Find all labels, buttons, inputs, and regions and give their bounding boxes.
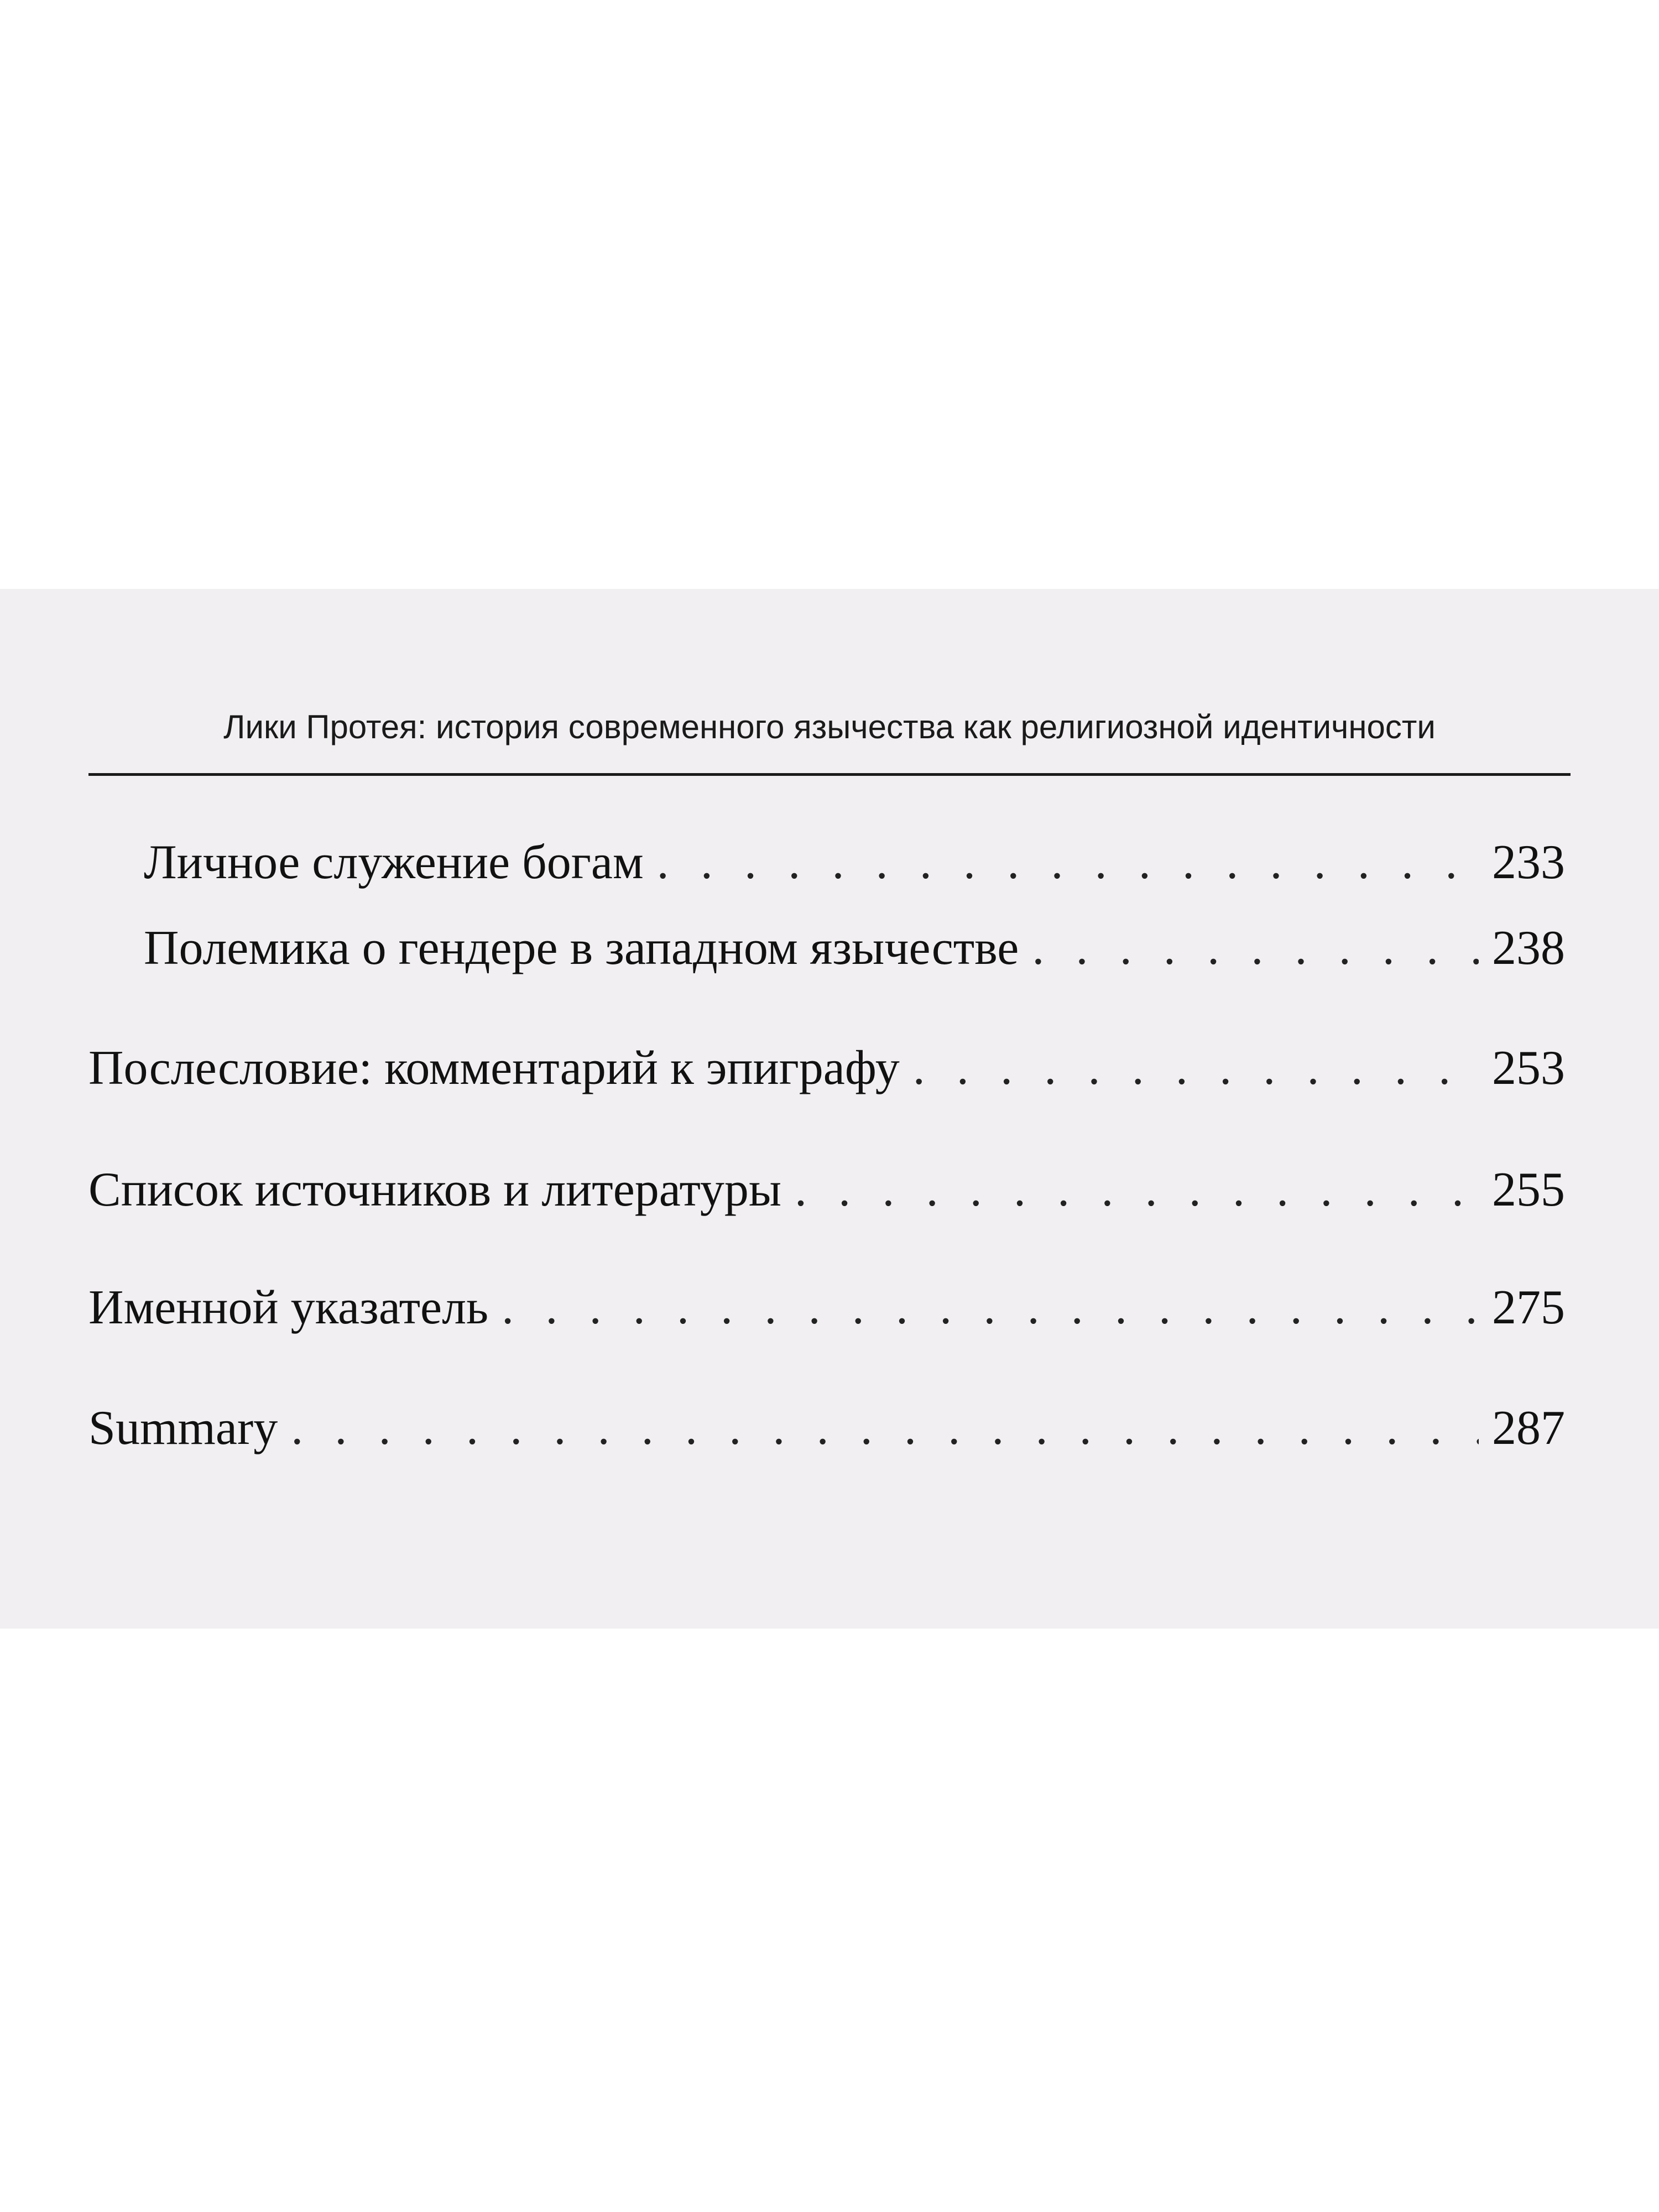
toc-entry-title: Именной указатель xyxy=(88,1281,489,1334)
toc-entry-title: Личное служение богам xyxy=(144,836,644,889)
toc-entry[interactable] xyxy=(88,1038,1565,1099)
toc-entry[interactable] xyxy=(144,832,1565,893)
toc-entry[interactable] xyxy=(88,1277,1565,1338)
toc-entry-title: Полемика о гендере в западном язычестве xyxy=(144,921,1019,975)
toc-entry[interactable] xyxy=(88,1398,1565,1459)
toc-entry-title: Послесловие: комментарий к эпиграфу xyxy=(88,1041,900,1095)
dot-leader xyxy=(795,1160,1479,1220)
toc-entry-title: Список источников и литературы xyxy=(88,1163,781,1217)
toc-entry-page: 253 xyxy=(1492,1041,1565,1095)
running-head: Лики Протея: история современного язычества как религиозной идентичности xyxy=(223,708,1436,745)
toc-entry-page: 255 xyxy=(1492,1163,1565,1217)
toc-entry-page: 287 xyxy=(1492,1401,1565,1455)
toc-entry[interactable] xyxy=(144,918,1565,979)
dot-leader xyxy=(657,832,1479,893)
toc-entry-page: 233 xyxy=(1492,836,1565,889)
dot-leader xyxy=(913,1038,1479,1099)
dot-leader xyxy=(502,1277,1479,1338)
dot-leader xyxy=(1032,918,1479,979)
toc-entry-page: 275 xyxy=(1492,1281,1565,1334)
toc-entry-title: Summary xyxy=(88,1401,278,1455)
dot-leader xyxy=(291,1398,1479,1459)
toc-entry-page: 238 xyxy=(1492,921,1565,975)
toc-entry[interactable] xyxy=(88,1160,1565,1220)
